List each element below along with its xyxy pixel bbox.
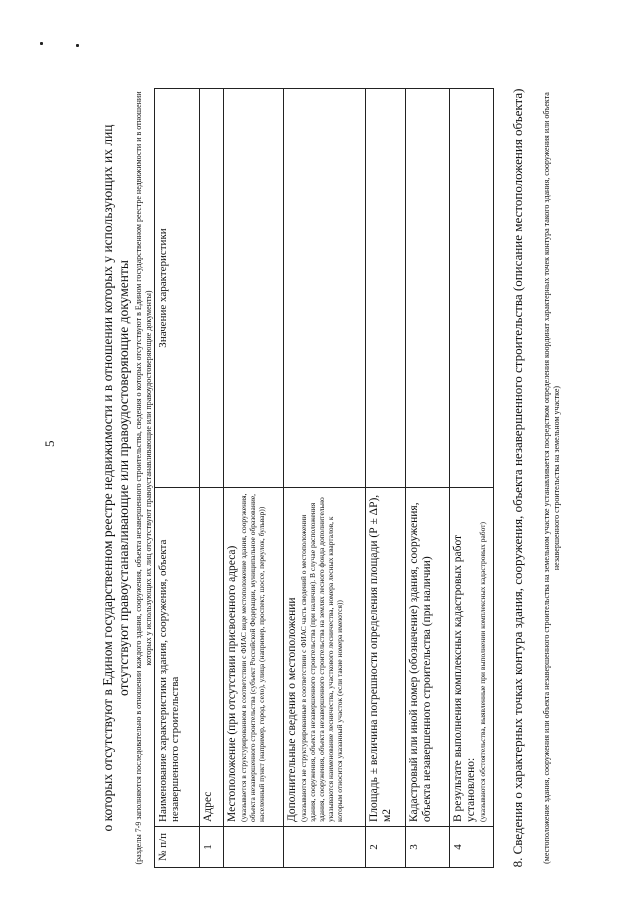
table-row	[366, 89, 406, 868]
table-row	[200, 89, 224, 868]
page-number: 5	[42, 440, 57, 447]
row-num	[224, 827, 284, 868]
section-note: (разделы 7-9 заполняются последовательно в отношении каждого здания, сооружения, объекта незавершенного строительства, сведения о которых отсутствуют в Едином государственном реестре недвижимости и в отношении которых у использующих их лиц отсутствуют правоустанавливающие или правоудостоверяющие документы)	[134, 91, 153, 865]
row-num: 4	[450, 827, 494, 868]
row-num: 3	[406, 827, 450, 868]
row-label: Адрес	[200, 488, 224, 827]
row-num: 1	[200, 827, 224, 868]
row-value	[284, 89, 366, 488]
row-num: 2	[366, 827, 406, 868]
row-label: Дополнительные сведения о местоположении (указываются не структурированные в соответствии с ФИАС часть сведений о местоположении здания, сооружения, объекта незавершенного строительства (при наличии). В случае расположения здания, сооружения, объекта незавершенного строительства на землях лесного фонда дополнительно указываются наименование лесничества, участкового лесничества, номера лесных кварталов, к которым относится указанный участок (если такие номера имеются))	[284, 488, 366, 827]
row-num	[284, 827, 366, 868]
section8-note: (местоположение здания, сооружения или объекта незавершенного строительства на земельном участке устанавливается посредством определения координат характерных точек контура такого здания, сооружения или объекта незавершенного строительства на земельном участке)	[542, 92, 561, 864]
row-label: Местоположение (при отсутствии присвоенного адреса) (указывается в структурированном в соответствии с ФИАС виде местоположение здания, сооружения, объекта незавершенного строительства (субъект Российской Федерации, муниципальное образование, населенный пункт (например, город, село), улица (например, проспект, шоссе, переулок, бульвар))	[224, 488, 284, 827]
characteristics-table	[154, 88, 494, 868]
row-value	[366, 89, 406, 488]
table-row	[450, 89, 494, 868]
scan-speck	[76, 44, 79, 47]
row-value	[406, 89, 450, 488]
row-label: Кадастровый или иной номер (обозначение) здания, сооружения, объекта незавершенного строительства (при наличии)	[406, 488, 450, 827]
scan-speck	[40, 42, 43, 45]
table-row	[224, 89, 284, 868]
table-row	[284, 89, 366, 868]
header-value: Значение характеристики	[155, 89, 200, 488]
header-num: № п/п	[155, 827, 200, 868]
table-header-row	[155, 89, 200, 868]
row-value	[450, 89, 494, 488]
row-value	[224, 89, 284, 488]
section-title: о которых отсутствуют в Едином государственном реестре недвижимости и в отношении которых у использующих их лиц отсутствуют правоустанавливающие или правоудостоверяющие документы	[100, 124, 131, 832]
row-value	[200, 89, 224, 488]
section8-title: 8. Сведения о характерных точках контура здания, сооружения, объекта незавершенного строительства (описание местоположения объекта)	[510, 88, 525, 868]
rotated-page	[90, 88, 580, 868]
row-label: В результате выполнения комплексных кадастровых работ установлено: (указываются обстоятельства, выявленные при выполнении комплексных кадастровых работ)	[450, 488, 494, 827]
header-name: Наименование характеристики здания, сооружения, объекта незавершенного строительства	[155, 488, 200, 827]
row-label: Площадь ± величина погрешности определения площади (Р ± ΔР), м2	[366, 488, 406, 827]
table-row	[406, 89, 450, 868]
